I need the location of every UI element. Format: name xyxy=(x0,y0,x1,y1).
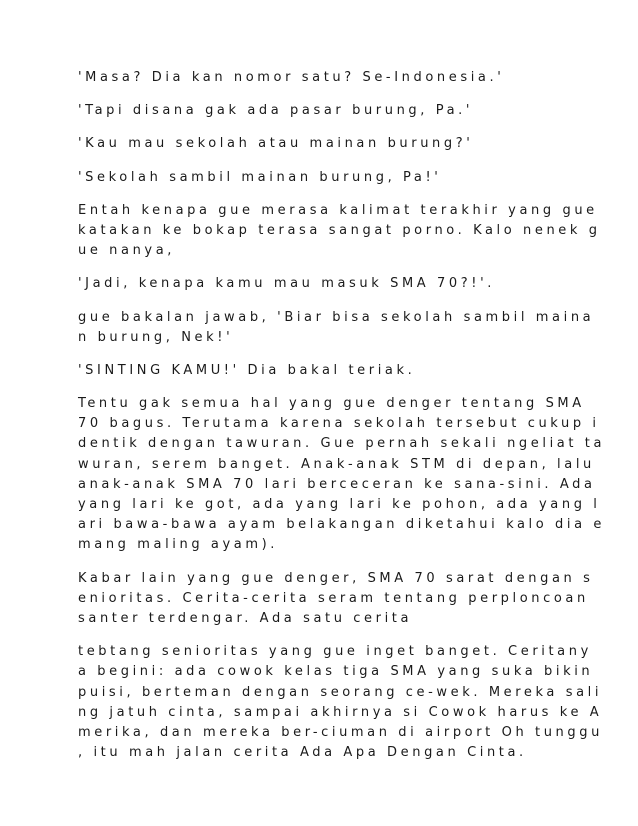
paragraph xyxy=(78,394,606,556)
paragraph xyxy=(78,201,601,262)
text-line: Kabar lain yang gue denger, SMA 70 sarat dengan s xyxy=(78,570,594,586)
text-line: 70 bagus. Terutama karena sekolah tersebut cukup i xyxy=(78,416,600,432)
text-line: dentik dengan tawuran. Gue pernah sekali ngeliat ta xyxy=(78,436,606,452)
text-line: wuran, serem banget. Anak-anak STM di depan, lalu xyxy=(78,456,595,472)
text-line: 'Tapi disana gak ada pasar burung, Pa.' xyxy=(78,103,474,119)
paragraph-gap xyxy=(78,556,568,569)
paragraph-gap xyxy=(78,121,568,134)
text-line: Entah kenapa gue merasa kalimat terakhir yang gue xyxy=(78,202,598,218)
paragraph-gap xyxy=(78,261,568,274)
paragraph-gap xyxy=(78,88,568,101)
text-line: , itu mah jalan cerita Ada Apa Dengan Cinta. xyxy=(78,745,527,761)
paragraph xyxy=(78,642,603,763)
paragraph xyxy=(78,68,568,88)
text-line: tebtang senioritas yang gue inget banget. Ceritany xyxy=(78,644,592,660)
text-line: gue bakalan jawab, 'Biar bisa sekolah sambil maina xyxy=(78,309,595,325)
text-line: mang maling ayam). xyxy=(78,537,279,553)
text-line: enioritas. Cerita-cerita seram tentang perploncoan xyxy=(78,590,589,606)
text-line: a begini: ada cowok kelas tiga SMA yang suka bikin xyxy=(78,664,594,680)
text-line: anak-anak SMA 70 lari berceceran ke sana-sini. Ada xyxy=(78,476,596,492)
paragraph-gap xyxy=(78,155,568,168)
text-line: ng jatuh cinta, sampai akhirnya si Cowok harus ke A xyxy=(78,704,603,720)
text-line: katakan ke bokap terasa sangat porno. Kalo nenek g xyxy=(78,222,601,238)
text-line: 'SINTING KAMU!' Dia bakal teriak. xyxy=(78,362,416,378)
paragraph xyxy=(78,134,568,154)
paragraph-gap xyxy=(78,295,568,308)
paragraph-gap xyxy=(78,629,568,642)
paragraph xyxy=(78,274,568,294)
text-line: ari bawa-bawa ayam belakangan diketahui kalo dia e xyxy=(78,517,605,533)
paragraph-gap xyxy=(78,188,568,201)
paragraph xyxy=(78,569,594,630)
paragraph xyxy=(78,101,568,121)
paragraph-gap xyxy=(78,381,568,394)
text-line: 'Kau mau sekolah atau mainan burung?' xyxy=(78,136,474,152)
document-body xyxy=(78,68,606,763)
paragraph xyxy=(78,361,568,381)
text-line: ue nanya, xyxy=(78,243,176,259)
text-line: santer terdengar. Ada satu cerita xyxy=(78,610,413,626)
text-line: 'Masa? Dia kan nomor satu? Se-Indonesia.' xyxy=(78,70,505,85)
text-line: yang lari ke got, ada yang lari ke pohon, ada yang l xyxy=(78,497,601,512)
text-line: merika, dan mereka ber-ciuman di airport Oh tunggu xyxy=(78,724,603,740)
text-line: 'Jadi, kenapa kamu mau masuk SMA 70?!'. xyxy=(78,276,495,292)
text-line: puisi, berteman dengan seorang ce-wek. Mereka sali xyxy=(78,684,603,700)
paragraph-gap xyxy=(78,348,568,361)
text-line: 'Sekolah sambil mainan burung, Pa!' xyxy=(78,169,442,185)
paragraph xyxy=(78,308,595,348)
text-line: Tentu gak semua hal yang gue denger tentang SMA xyxy=(78,396,585,412)
text-line: n burung, Nek!' xyxy=(78,329,234,345)
paragraph xyxy=(78,168,568,188)
